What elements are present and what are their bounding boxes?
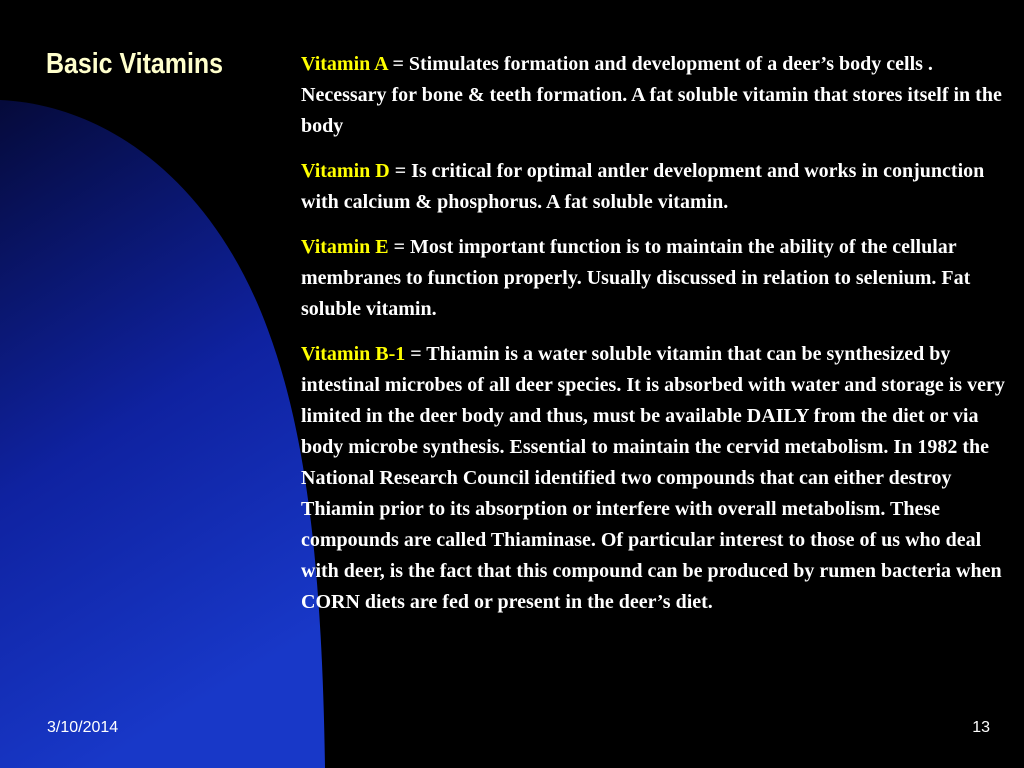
vitamin-description: = Thiamin is a water soluble vitamin that can be synthesized by intestinal microbes of all deer species. It is absorbed with water and storage is very limited in the deer body and thus, must be available DAILY from the diet or via body microbe synthesis. Essential to maintain the cervid metabolism. In 1982 the National Research Council identified two compounds that can either destroy Thiamin prior to its absorption or interfere with overall metabolism. These compounds are called Thiaminase. Of particular interest to those of us who deal with deer, is the fact that this compound can be produced by rumen bacteria when CORN diets are fed or present in the deer’s diet. [301, 343, 1005, 613]
footer-date: 3/10/2014 [47, 719, 119, 736]
vitamin-name: Vitamin D [301, 160, 390, 182]
vitamin-entry-d [301, 156, 1013, 218]
vitamin-name: Vitamin E [301, 236, 389, 258]
vitamin-entry-e [301, 232, 1013, 325]
vitamin-description: = Is critical for optimal antler development and works in conjunction with calcium & phosphorus. A fat soluble vitamin. [301, 160, 985, 213]
vitamin-entry-a [301, 49, 1013, 142]
vitamin-name: Vitamin B-1 [301, 343, 406, 365]
vitamin-list [301, 49, 1013, 632]
blue-curved-background-shape [0, 0, 330, 768]
vitamin-description: = Stimulates formation and development of a deer’s body cells . Necessary for bone & teeth formation. A fat soluble vitamin that stores itself in the body [301, 53, 1002, 137]
vitamin-entry-b1 [301, 339, 1013, 618]
vitamin-name: Vitamin A [301, 53, 388, 75]
slide-title: Basic Vitamins [46, 48, 223, 80]
slide-number: 13 [972, 719, 990, 736]
vitamin-description: = Most important function is to maintain the ability of the cellular membranes to function properly. Usually discussed in relation to selenium. Fat soluble vitamin. [301, 236, 971, 320]
